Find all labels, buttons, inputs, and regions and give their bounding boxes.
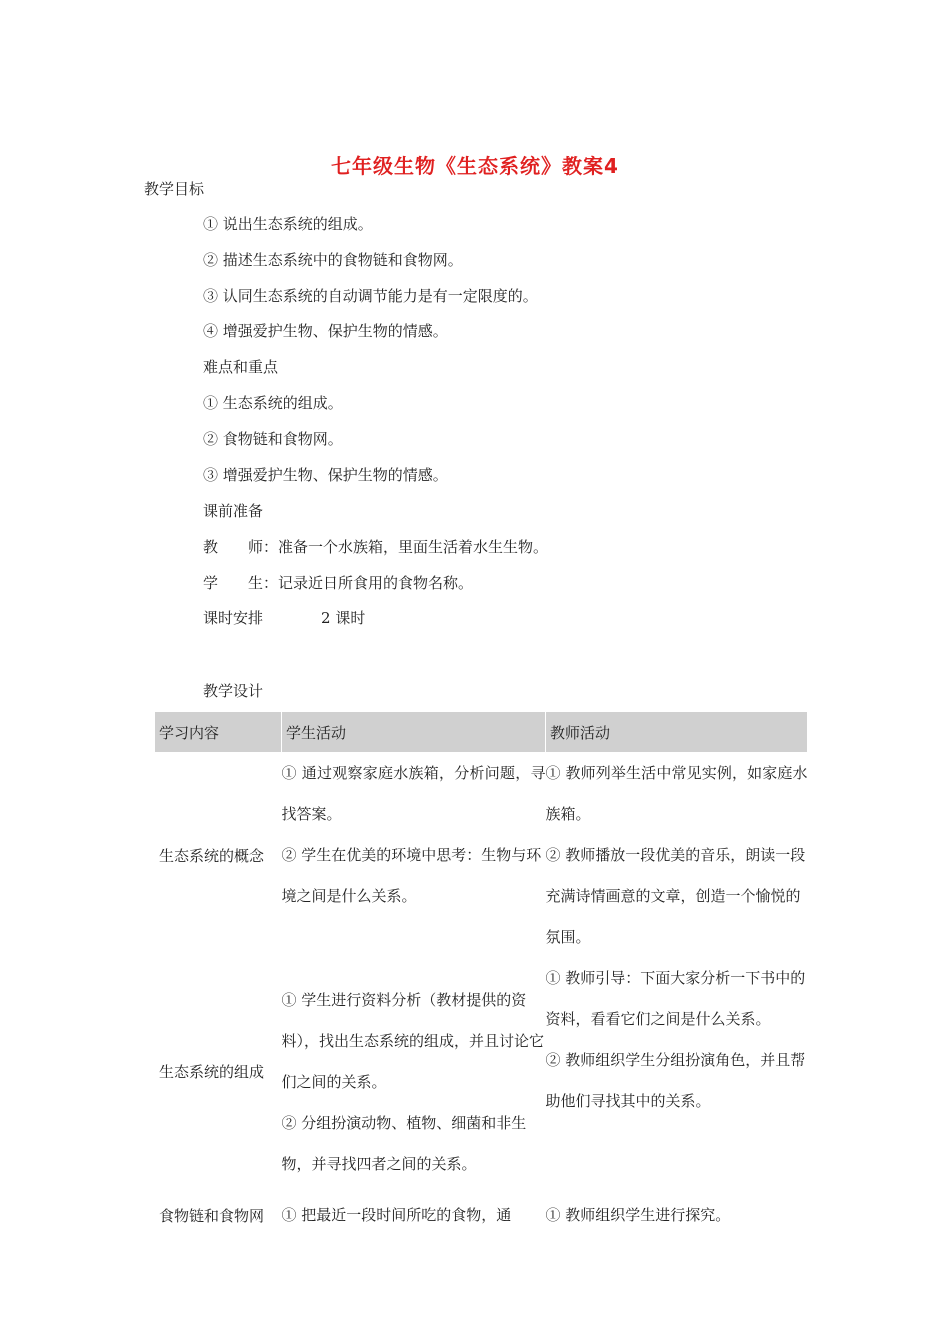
schedule-label: 课时安排: [203, 609, 264, 627]
focus-item: ③ 增强爱护生物、保护生物的情感。: [203, 466, 448, 484]
teacher-activity-item: ② 教师播放一段优美的音乐，朗读一段充满诗情画意的文章，创造一个愉悦的氛围。: [545, 846, 806, 946]
student-activity-item: ① 学生进行资料分析（教材提供的资料），找出生态系统的组成，并且讨论它们之间的关系。: [281, 991, 545, 1091]
prep-heading: 课前准备: [203, 502, 264, 520]
table-header-cell: 教师活动: [546, 712, 808, 752]
prep-teacher-text: 准备一个水族箱，里面生活着水生生物。: [278, 538, 549, 556]
table-row: [155, 1185, 808, 1245]
design-heading: 教学设计: [203, 682, 264, 700]
objective-item: ④ 增强爱护生物、保护生物的情感。: [203, 322, 448, 340]
student-activity-cell: [282, 1185, 546, 1245]
teacher-activity-item: ① 教师引导：下面大家分析一下书中的资料，看看它们之间是什么关系。: [545, 969, 806, 1028]
table-row: [155, 958, 808, 1185]
teacher-activity-cell: [546, 958, 808, 1185]
schedule-line: [203, 607, 365, 628]
student-activity-item: ① 把最近一段时间所吃的食物，通: [281, 1205, 512, 1224]
table-header-cell: 学习内容: [155, 712, 282, 752]
teaching-design-table: [155, 712, 808, 1245]
focus-item: ① 生态系统的组成。: [203, 394, 343, 412]
prep-student-line: [203, 572, 473, 593]
schedule-value: 2 课时: [321, 609, 366, 627]
row-content-label: 生态系统的组成: [159, 1063, 265, 1081]
row-content-label: 生态系统的概念: [159, 846, 265, 865]
prep-student-text: 记录近日所食用的食物名称。: [278, 574, 474, 592]
student-activity-item: ② 分组扮演动物、植物、细菌和非生物，并寻找四者之间的关系。: [281, 1114, 527, 1173]
focus-item: ② 食物链和食物网。: [203, 430, 343, 448]
table-header-row: [155, 712, 808, 752]
prep-teacher-label: 教 师：: [203, 538, 279, 556]
objective-item: ① 说出生态系统的组成。: [203, 215, 373, 233]
student-activity-item: ② 学生在优美的环境中思考：生物与环境之间是什么关系。: [281, 846, 542, 905]
document-title: 七年级生物《生态系统》教案4: [331, 154, 619, 178]
row-content-label: 食物链和食物网: [159, 1206, 265, 1225]
table-header-cell: 学生活动: [282, 712, 546, 752]
teacher-activity-item: ② 教师组织学生分组扮演角色，并且帮助他们寻找其中的关系。: [545, 1051, 806, 1110]
teacher-activity-cell: [546, 752, 808, 958]
student-activity-cell: [282, 752, 546, 958]
student-activity-item: ① 通过观察家庭水族箱，分析问题，寻找答案。: [281, 764, 546, 823]
objective-item: ② 描述生态系统中的食物链和食物网。: [203, 251, 463, 269]
prep-student-label: 学 生：: [203, 574, 279, 592]
teacher-activity-item: ① 教师列举生活中常见实例，如家庭水族箱。: [545, 764, 808, 823]
teacher-activity-cell: [546, 1185, 808, 1245]
teacher-activity-item: ① 教师组织学生进行探究。: [545, 1205, 731, 1224]
focus-heading: 难点和重点: [203, 358, 279, 376]
prep-teacher-line: [203, 536, 548, 557]
student-activity-cell: [282, 958, 546, 1185]
objectives-heading: 教学目标: [144, 180, 205, 198]
objective-item: ③ 认同生态系统的自动调节能力是有一定限度的。: [203, 287, 538, 305]
table-row: [155, 752, 808, 958]
